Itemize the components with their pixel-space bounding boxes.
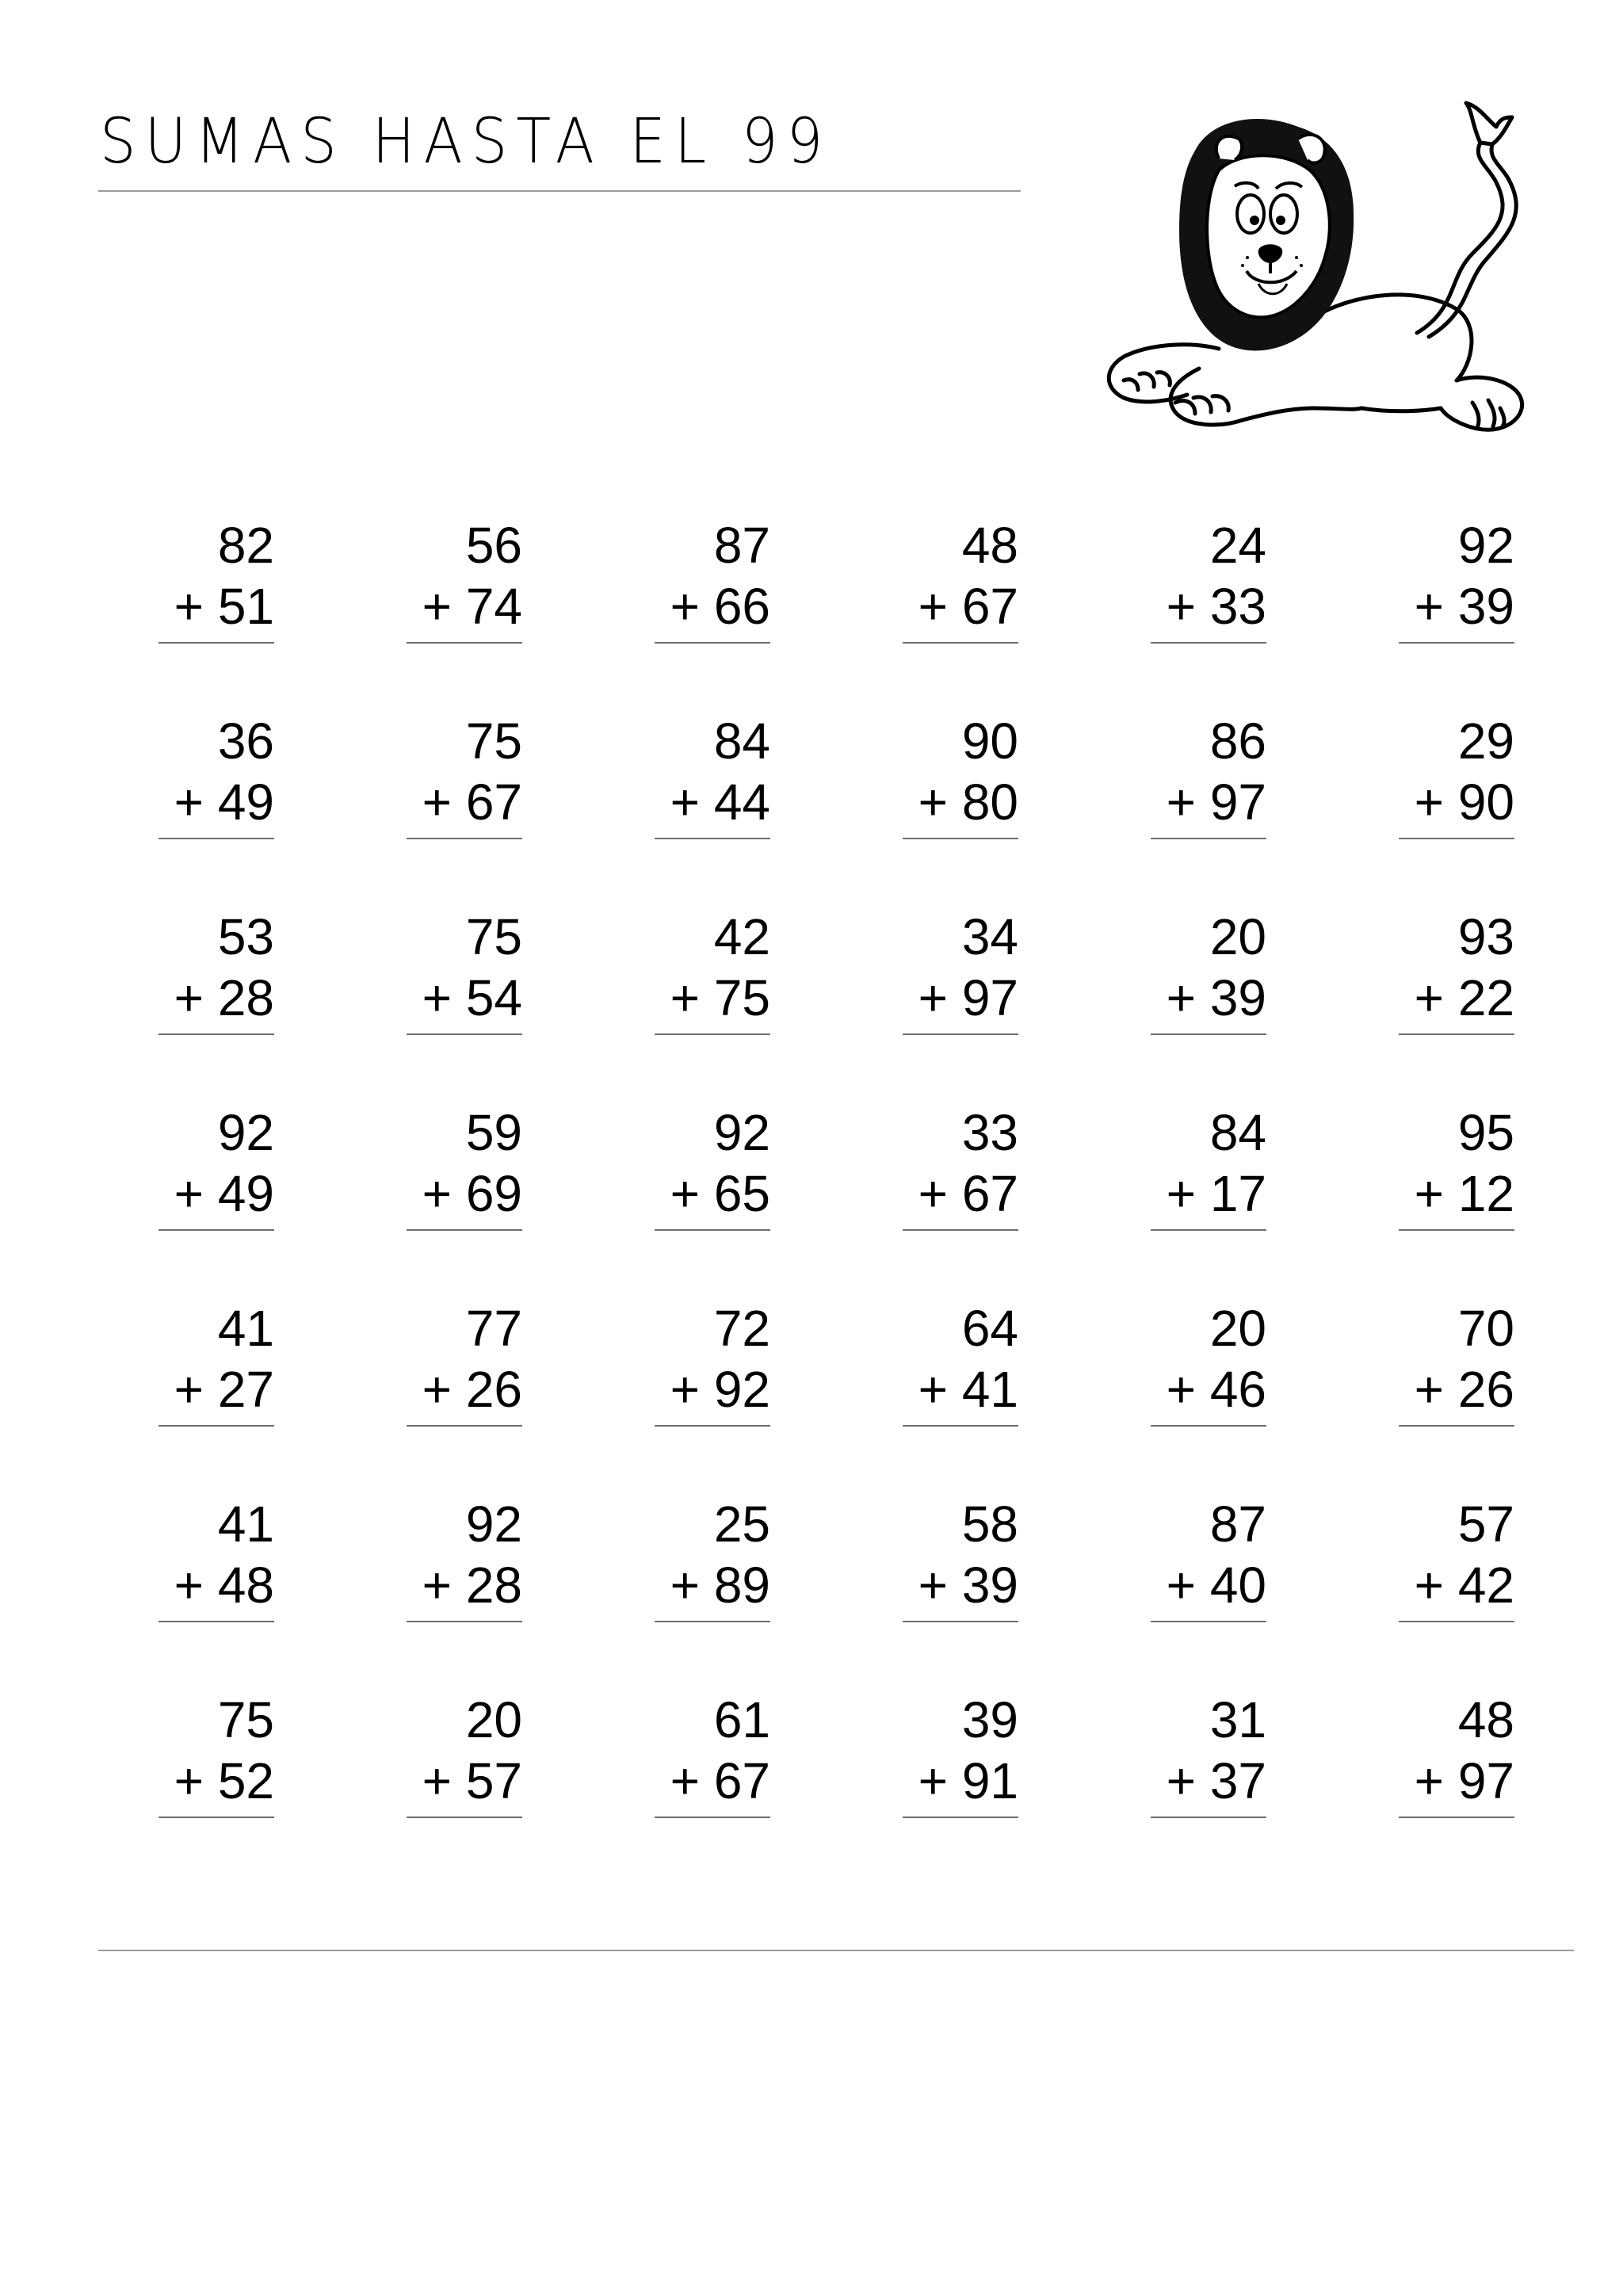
addend-top: 20 [465, 1691, 522, 1748]
answer-line [1399, 1425, 1514, 1427]
addition-problem [158, 1690, 274, 1840]
addend-bottom: + 69 [422, 1165, 522, 1222]
addend-bottom: + 49 [174, 1165, 274, 1222]
addition-problem [903, 1494, 1018, 1645]
addend-top: 31 [1209, 1691, 1266, 1748]
addend-bottom: + 54 [422, 969, 522, 1026]
addend-top: 92 [465, 1496, 522, 1553]
addend-top: 20 [1209, 1300, 1266, 1357]
addend-top: 61 [713, 1691, 770, 1748]
addition-problem [407, 515, 522, 666]
addend-top: 92 [1457, 517, 1514, 574]
addition-problem [903, 1102, 1018, 1253]
addend-bottom: + 33 [1166, 578, 1266, 635]
addition-problem [655, 515, 770, 666]
answer-line [158, 1425, 274, 1427]
addend-top: 95 [1457, 1104, 1514, 1161]
answer-line [903, 1033, 1018, 1035]
addend-bottom: + 26 [422, 1361, 522, 1418]
addend-bottom: + 90 [1414, 774, 1514, 831]
answer-line [903, 1817, 1018, 1818]
addend-top: 41 [217, 1300, 274, 1357]
addend-top: 92 [713, 1104, 770, 1161]
addend-bottom: + 97 [918, 969, 1018, 1026]
addition-problem [407, 1494, 522, 1645]
addend-top: 48 [1457, 1691, 1514, 1748]
addend-bottom: + 44 [670, 774, 770, 831]
addend-top: 82 [217, 517, 274, 574]
addition-problem [1151, 907, 1266, 1057]
addend-bottom: + 75 [670, 969, 770, 1026]
answer-line [1399, 1229, 1514, 1231]
addend-bottom: + 28 [174, 969, 274, 1026]
addition-problem [903, 711, 1018, 861]
addend-bottom: + 17 [1166, 1165, 1266, 1222]
addition-problem [407, 907, 522, 1057]
addend-bottom: + 67 [670, 1752, 770, 1809]
addition-problem [903, 515, 1018, 666]
addend-bottom: + 26 [1414, 1361, 1514, 1418]
addition-problem [1399, 711, 1514, 861]
addend-bottom: + 67 [918, 578, 1018, 635]
answer-line [158, 642, 274, 644]
addend-bottom: + 74 [422, 578, 522, 635]
addend-bottom: + 28 [422, 1557, 522, 1614]
addition-problem [1399, 1102, 1514, 1253]
answer-line [655, 1425, 770, 1427]
addend-bottom: + 37 [1166, 1752, 1266, 1809]
addend-bottom: + 39 [1166, 969, 1266, 1026]
addend-bottom: + 80 [918, 774, 1018, 831]
addend-top: 84 [713, 712, 770, 770]
addition-problem [1151, 711, 1266, 861]
bottom-divider [98, 1950, 1574, 1951]
addend-top: 24 [1209, 517, 1266, 574]
addition-problem [903, 1690, 1018, 1840]
addend-bottom: + 67 [422, 774, 522, 831]
answer-line [655, 1621, 770, 1622]
addition-problem [158, 1298, 274, 1449]
addend-top: 92 [217, 1104, 274, 1161]
addend-bottom: + 40 [1166, 1557, 1266, 1614]
addition-problem [1399, 907, 1514, 1057]
addend-top: 87 [1209, 1496, 1266, 1553]
addend-bottom: + 66 [670, 578, 770, 635]
answer-line [407, 642, 522, 644]
answer-line [903, 1621, 1018, 1622]
addend-top: 75 [465, 712, 522, 770]
answer-line [655, 1817, 770, 1818]
answer-line [655, 1033, 770, 1035]
addend-top: 48 [961, 517, 1018, 574]
answer-line [407, 1229, 522, 1231]
addition-problem [1151, 515, 1266, 666]
answer-line [407, 1033, 522, 1035]
addend-bottom: + 39 [918, 1557, 1018, 1614]
answer-line [1151, 642, 1266, 644]
addition-problem [655, 711, 770, 861]
answer-line [655, 642, 770, 644]
answer-line [1151, 1229, 1266, 1231]
addend-bottom: + 65 [670, 1165, 770, 1222]
worksheet-title: SUMAS HASTA EL 99 [100, 106, 832, 178]
addend-bottom: + 52 [174, 1752, 274, 1809]
addend-bottom: + 41 [918, 1361, 1018, 1418]
addend-bottom: + 67 [918, 1165, 1018, 1222]
addition-problem [1399, 1690, 1514, 1840]
answer-line [1399, 838, 1514, 839]
answer-line [1151, 838, 1266, 839]
addend-bottom: + 92 [670, 1361, 770, 1418]
addend-top: 87 [713, 517, 770, 574]
answer-line [407, 1425, 522, 1427]
addend-top: 33 [961, 1104, 1018, 1161]
answer-line [903, 838, 1018, 839]
addend-top: 90 [961, 712, 1018, 770]
addend-top: 75 [217, 1691, 274, 1748]
addend-top: 53 [217, 908, 274, 965]
addend-top: 36 [217, 712, 274, 770]
addend-top: 59 [465, 1104, 522, 1161]
addition-problem [655, 1494, 770, 1645]
addition-problem [1151, 1494, 1266, 1645]
addend-top: 72 [713, 1300, 770, 1357]
addend-top: 93 [1457, 908, 1514, 965]
addition-problem [1399, 1494, 1514, 1645]
answer-line [1399, 1621, 1514, 1622]
addend-bottom: + 48 [174, 1557, 274, 1614]
addition-problem [903, 907, 1018, 1057]
addition-problem [1151, 1102, 1266, 1253]
addend-bottom: + 91 [918, 1752, 1018, 1809]
addend-top: 58 [961, 1496, 1018, 1553]
addend-bottom: + 46 [1166, 1361, 1266, 1418]
addition-problem [407, 1690, 522, 1840]
addition-problem [1399, 515, 1514, 666]
answer-line [903, 1425, 1018, 1427]
addend-top: 84 [1209, 1104, 1266, 1161]
answer-line [158, 1817, 274, 1818]
addition-problem [1399, 1298, 1514, 1449]
answer-line [655, 1229, 770, 1231]
addend-top: 86 [1209, 712, 1266, 770]
addend-bottom: + 22 [1414, 969, 1514, 1026]
answer-line [1151, 1817, 1266, 1818]
addition-problem [1151, 1298, 1266, 1449]
addend-bottom: + 42 [1414, 1557, 1514, 1614]
addend-bottom: + 97 [1414, 1752, 1514, 1809]
addition-problem [407, 1102, 522, 1253]
addition-problem [158, 711, 274, 861]
addition-problem [655, 1102, 770, 1253]
addend-top: 77 [465, 1300, 522, 1357]
answer-line [1399, 1817, 1514, 1818]
addition-problem [158, 1494, 274, 1645]
answer-line [158, 1621, 274, 1622]
answer-line [407, 1817, 522, 1818]
addend-bottom: + 49 [174, 774, 274, 831]
addition-problem [655, 1690, 770, 1840]
answer-line [655, 838, 770, 839]
answer-line [903, 642, 1018, 644]
addend-top: 64 [961, 1300, 1018, 1357]
addend-bottom: + 27 [174, 1361, 274, 1418]
addend-top: 57 [1457, 1496, 1514, 1553]
addend-bottom: + 89 [670, 1557, 770, 1614]
answer-line [158, 1033, 274, 1035]
addend-top: 34 [961, 908, 1018, 965]
addition-problem [407, 1298, 522, 1449]
answer-line [158, 838, 274, 839]
addition-problem [158, 1102, 274, 1253]
answer-line [1151, 1425, 1266, 1427]
addend-top: 20 [1209, 908, 1266, 965]
addend-top: 25 [713, 1496, 770, 1553]
answer-line [1399, 1033, 1514, 1035]
addend-top: 56 [465, 517, 522, 574]
answer-line [158, 1229, 274, 1231]
addend-top: 42 [713, 908, 770, 965]
addend-top: 29 [1457, 712, 1514, 770]
addend-top: 39 [961, 1691, 1018, 1748]
addend-top: 41 [217, 1496, 274, 1553]
addition-problem [1151, 1690, 1266, 1840]
answer-line [407, 838, 522, 839]
addend-bottom: + 39 [1414, 578, 1514, 635]
addition-problem [158, 515, 274, 666]
addition-problem [407, 711, 522, 861]
addend-bottom: + 97 [1166, 774, 1266, 831]
addend-top: 75 [465, 908, 522, 965]
addition-problem [655, 1298, 770, 1449]
addition-problem [655, 907, 770, 1057]
answer-line [1151, 1621, 1266, 1622]
addition-problem [158, 907, 274, 1057]
answer-line [903, 1229, 1018, 1231]
answer-line [1151, 1033, 1266, 1035]
addend-bottom: + 12 [1414, 1165, 1514, 1222]
answer-line [1399, 642, 1514, 644]
answer-line [407, 1621, 522, 1622]
addition-problem [903, 1298, 1018, 1449]
addend-top: 70 [1457, 1300, 1514, 1357]
addend-bottom: + 51 [174, 578, 274, 635]
addend-bottom: + 57 [422, 1752, 522, 1809]
